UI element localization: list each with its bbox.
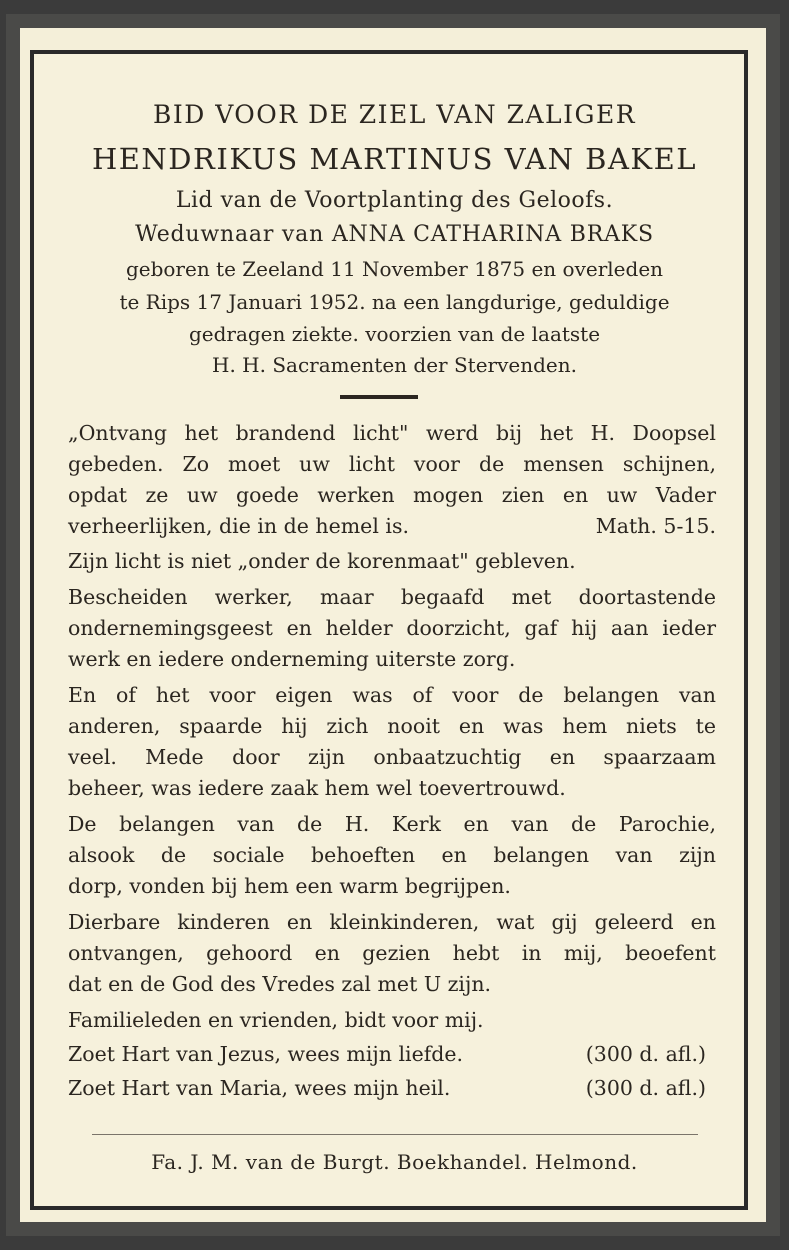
widower-line: Weduwnaar van ANNA CATHARINA BRAKS: [135, 222, 654, 247]
prayer-heading: BID VOOR DE ZIEL VAN ZALIGER: [152, 100, 637, 129]
birth-death-line-1: geboren te Zeeland 11 November 1875 en overleden: [125, 257, 664, 281]
indulgence-note: (300 d. afl.): [585, 1076, 706, 1100]
text-line: De belangen van de H. Kerk en van de Parochie,: [68, 812, 716, 836]
illness-line: gedragen ziekte. voorzien van de laatste: [188, 322, 601, 346]
text-line: [68, 1076, 716, 1100]
text-line: dorp, vonden bij hem een warm begrijpen.: [68, 874, 511, 898]
text-line: anderen, spaarde hij zich nooit en was hem niets te: [68, 714, 716, 738]
invocation-text: Zoet Hart van Maria, wees mijn heil.: [68, 1076, 451, 1100]
text-line: [68, 514, 716, 538]
ornament-divider: [340, 395, 418, 399]
text-line: [68, 1042, 716, 1066]
text-line: opdat ze uw goede werken mogen zien en uw Vader: [68, 483, 716, 507]
deceased-name: HENDRIKUS MARTINUS VAN BAKEL: [91, 142, 698, 176]
printer-imprint: Fa. J. M. van de Burgt. Boekhandel. Helmond.: [151, 1150, 638, 1174]
text-line: gebeden. Zo moet uw licht voor de mensen schijnen,: [68, 452, 716, 476]
birth-death-line-2: te Rips 17 Januari 1952. na een langdurige, geduldige: [119, 290, 670, 314]
text-line: alsook de sociale behoeften en belangen van zijn: [68, 843, 716, 867]
invocation-text: Zoet Hart van Jezus, wees mijn liefde.: [68, 1042, 464, 1066]
text-line: Zijn licht is niet „onder de korenmaat" gebleven.: [68, 549, 576, 573]
text-line: dat en de God des Vredes zal met U zijn.: [68, 972, 492, 996]
footer-rule: [92, 1134, 698, 1135]
text-line: beheer, was iedere zaak hem wel toevertrouwd.: [68, 776, 566, 800]
indulgence-note: (300 d. afl.): [585, 1042, 706, 1066]
text-line: En of het voor eigen was of voor de belangen van: [68, 683, 716, 707]
text-line: Dierbare kinderen en kleinkinderen, wat gij geleerd en: [68, 910, 716, 934]
text-line: ondernemingsgeest en helder doorzicht, gaf hij aan ieder: [68, 616, 716, 640]
sacraments-line: H. H. Sacramenten der Stervenden.: [212, 353, 577, 377]
verse-text: verheerlijken, die in de hemel is.: [68, 514, 409, 538]
text-line: Familieleden en vrienden, bidt voor mij.: [68, 1008, 484, 1032]
scripture-reference: Math. 5-15.: [595, 514, 716, 538]
text-line: „Ontvang het brandend licht" werd bij het H. Doopsel: [68, 421, 716, 445]
text-line: ontvangen, gehoord en gezien hebt in mij, beoefent: [68, 941, 716, 965]
membership-line: Lid van de Voortplanting des Geloofs.: [175, 188, 614, 213]
text-line: veel. Mede door zijn onbaatzuchtig en spaarzaam: [68, 745, 716, 769]
text-line: werk en iedere onderneming uiterste zorg.: [68, 647, 516, 671]
text-line: Bescheiden werker, maar begaafd met doortastende: [68, 585, 716, 609]
